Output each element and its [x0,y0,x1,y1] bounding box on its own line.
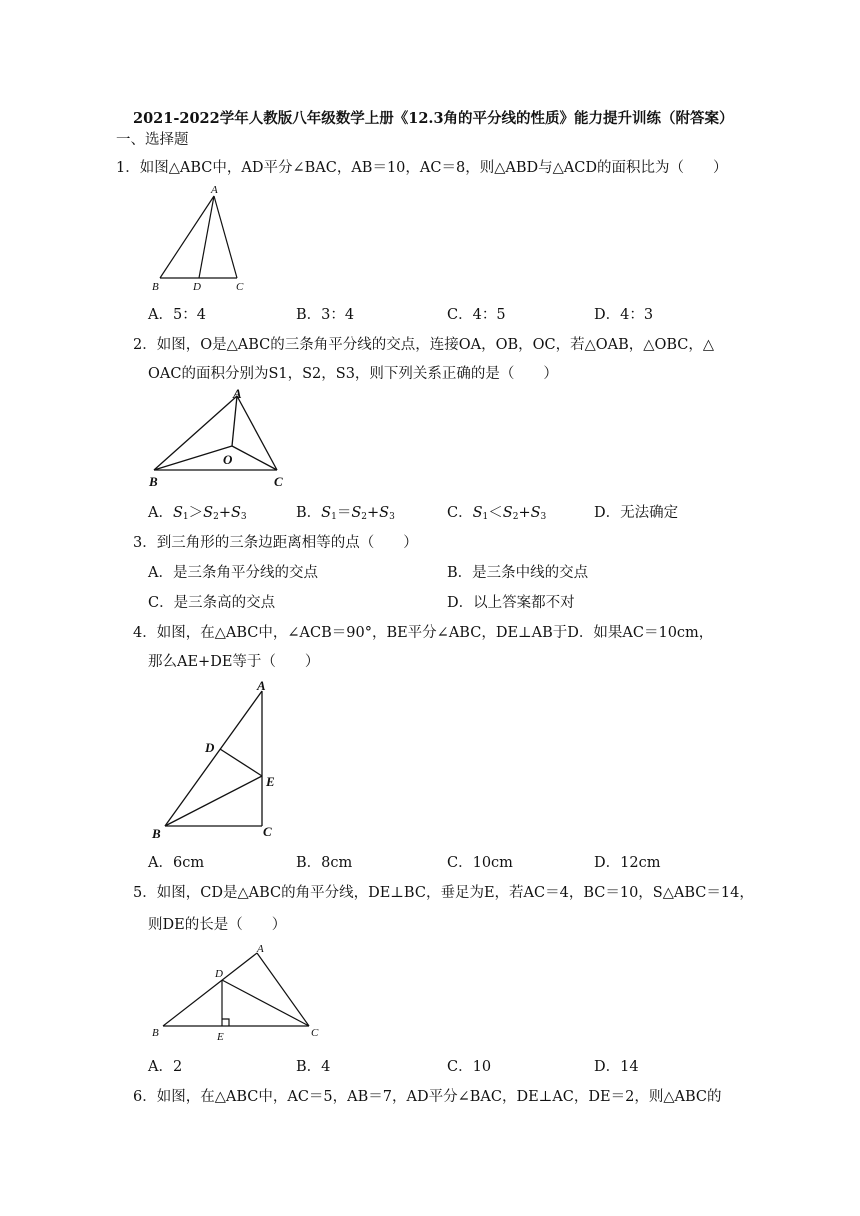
q1-option-d[interactable]: D．4：3 [594,307,654,323]
q5-stem-line2: 则DE的长是（ ） [148,917,287,933]
q2-option-a[interactable]: A．$S_1>S_2+S_3$ [148,505,247,522]
q3-option-d[interactable]: D．以上答案都不对 [447,595,575,611]
q4-label-d: D [205,740,215,755]
q4-figure [145,676,285,844]
q5-option-b[interactable]: B．4 [296,1059,331,1075]
q2-label-c: C [274,474,283,489]
q5-label-b: B [152,1027,159,1039]
q2-option-c[interactable]: C．$S_1<S_2+S_3$ [447,505,547,522]
q1-figure [150,184,250,292]
q2-label-a: A [233,386,242,401]
q2-label-b: B [149,474,158,489]
q5-stem-line1: 5．如图，CD是△ABC的角平分线，DE⊥BC，垂足为E，若AC＝4，BC＝10，S△ABC＝14， [133,885,754,901]
q4-label-a: A [257,678,266,693]
q5-label-d: D [215,968,223,980]
q2-stem-line2: OAC的面积分别为S1，S2，S3，则下列关系正确的是（ ） [148,366,558,382]
q3-stem: 3．到三角形的三条边距离相等的点（ ） [133,535,418,551]
q2-option-b[interactable]: B．$S_1=S_2+S_3$ [296,505,395,522]
q4-stem-line1: 4．如图，在△ABC中，∠ACB＝90°，BE平分∠ABC，DE⊥AB于D．如果AC＝10cm， [133,625,714,641]
q3-option-a[interactable]: A．是三条角平分线的交点 [148,565,318,581]
q1-option-a[interactable]: A．5：4 [148,307,206,323]
q5-figure [145,940,330,1044]
q4-option-d[interactable]: D．12cm [594,855,661,871]
q4-stem-line2: 那么AE+DE等于（ ） [148,654,320,670]
q1-stem: 1．如图△ABC中，AD平分∠BAC，AB＝10，AC＝8，则△ABD与△ACD的面积比为（ ） [116,160,728,176]
q1-label-b: B [152,281,159,292]
q4-label-b: B [152,826,161,841]
q3-option-c[interactable]: C．是三条高的交点 [148,595,276,611]
q2-option-d[interactable]: D．无法确定 [594,505,679,521]
q1-option-b[interactable]: B．3：4 [296,307,355,323]
q4-option-c[interactable]: C．10cm [447,855,513,871]
section-heading: 一、选择题 [116,132,189,148]
q3-option-b[interactable]: B．是三条中线的交点 [447,565,589,581]
q5-label-e: E [217,1031,224,1043]
page-title: 2021-2022学年人教版八年级数学上册《12.3角的平分线的性质》能力提升训练（附答案） [133,110,734,127]
q5-option-c[interactable]: C．10 [447,1059,492,1075]
q5-label-c: C [311,1027,319,1039]
q4-label-c: C [263,824,272,839]
q6-stem: 6．如图，在△ABC中，AC＝5，AB＝7，AD平分∠BAC，DE⊥AC，DE＝2，则△ABC的 [133,1089,722,1105]
q1-label-a: A [211,184,218,196]
q2-label-o: O [223,452,233,467]
q4-label-e: E [266,774,275,789]
q2-figure [145,386,295,494]
q4-option-b[interactable]: B．8cm [296,855,353,871]
q1-label-c: C [236,281,244,292]
q2-stem-line1: 2．如图，O是△ABC的三条角平分线的交点，连接OA，OB，OC，若△OAB，△OBC，△ [133,337,715,353]
q5-option-d[interactable]: D．14 [594,1059,639,1075]
q1-option-c[interactable]: C．4：5 [447,307,506,323]
q4-option-a[interactable]: A．6cm [148,855,205,871]
q1-label-d: D [193,281,201,292]
q5-option-a[interactable]: A．2 [148,1059,183,1075]
q5-label-a: A [257,943,264,955]
